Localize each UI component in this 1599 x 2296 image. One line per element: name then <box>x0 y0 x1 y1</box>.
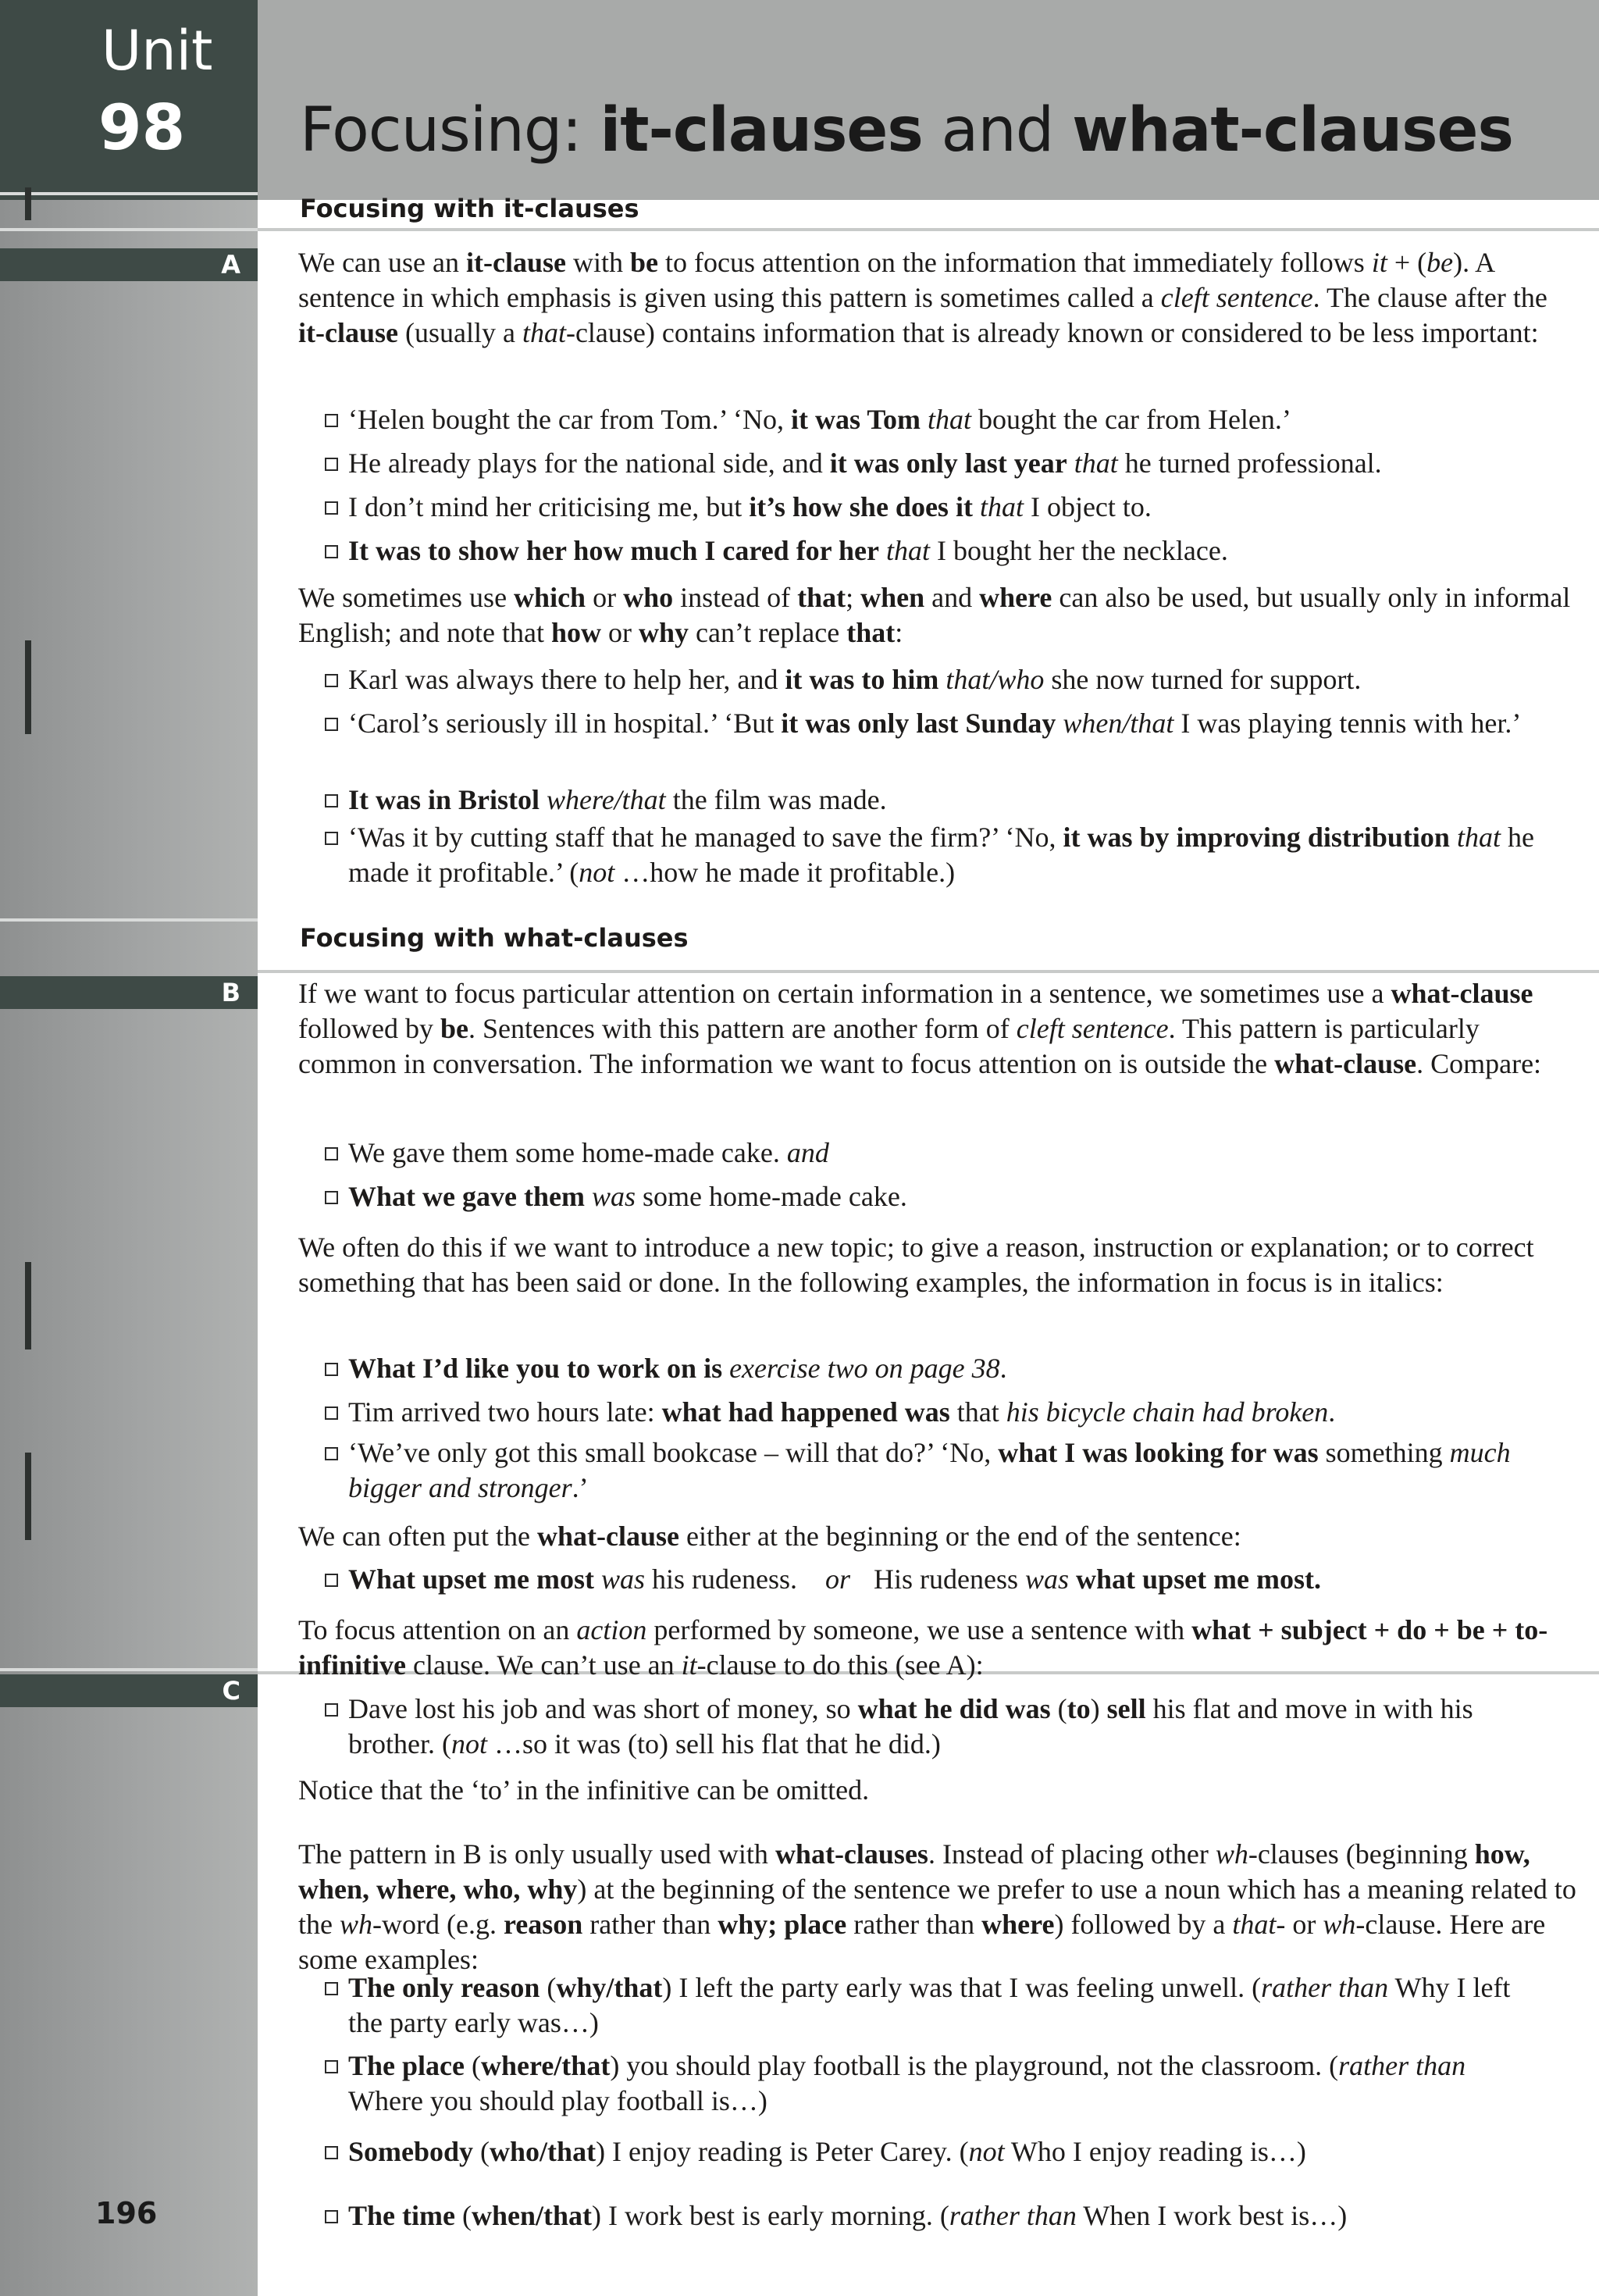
text-run: that <box>1232 1909 1277 1940</box>
text-run <box>879 535 886 566</box>
subheading-what-clauses: Focusing with what-clauses <box>300 923 689 953</box>
text-run: rather than <box>582 1909 718 1940</box>
text-run: his rudeness. <box>645 1563 797 1595</box>
text-run: exercise two on page 38 <box>729 1353 1000 1384</box>
text-run: what had happened was <box>661 1396 950 1428</box>
text-run: she now turned for support. <box>1044 664 1362 695</box>
example-item <box>348 402 1597 437</box>
text-run: It was in Bristol <box>348 784 540 815</box>
margin-mark <box>25 640 31 734</box>
text-run: either at the beginning or the end of the sentence: <box>678 1521 1241 1552</box>
text-run: - or <box>1276 1909 1323 1940</box>
text-run: -clause to do this (see A): <box>696 1649 984 1681</box>
text-run: to <box>1067 1693 1091 1724</box>
text-run <box>973 491 980 522</box>
text-run: .’ <box>572 1472 589 1503</box>
text-run <box>921 404 928 435</box>
text-run: who/that <box>490 2136 597 2167</box>
text-run: or <box>600 617 639 648</box>
example-item <box>348 662 1597 697</box>
text-run: performed by someone, we use a sentence with <box>646 1614 1192 1645</box>
text-run: where <box>981 1909 1055 1940</box>
checkbox-bullet-icon <box>325 718 338 731</box>
text-run <box>540 784 547 815</box>
text-run: rather than <box>1261 1972 1389 2003</box>
example-item <box>348 1692 1551 1762</box>
text-run <box>1450 822 1457 853</box>
section-b-paragraph <box>298 1519 1579 1554</box>
margin-mark <box>25 187 31 220</box>
text-run: be <box>1426 247 1454 278</box>
content-divider <box>258 228 1599 231</box>
text-run: We can use an <box>298 247 466 278</box>
text-run: . <box>1328 1396 1336 1428</box>
checkbox-bullet-icon <box>325 1982 338 1995</box>
text-run: ‘Was it by cutting staff that he managed to save the firm?’ ‘No, <box>348 822 1063 853</box>
text-run: What we gave them <box>348 1181 585 1212</box>
text-run <box>1069 1563 1076 1595</box>
text-run: Somebody <box>348 2136 474 2167</box>
text-run: what-clauses <box>775 1838 928 1870</box>
text-run: that <box>522 317 566 348</box>
text-run: (usually a <box>397 317 522 348</box>
text-run: he turned professional. <box>1117 447 1382 479</box>
text-run: The only reason <box>348 1972 540 2003</box>
text-run: was <box>591 1181 636 1212</box>
text-run: Why I left the party early was…) <box>348 1972 1511 2038</box>
text-run <box>594 1563 601 1595</box>
text-run: The place <box>348 2050 465 2081</box>
text-run: ). A sentence in which emphasis is given using this pattern is sometimes called a <box>298 247 1494 313</box>
text-run: -clause. Here are some examples: <box>298 1909 1546 1975</box>
text-run: Karl was always there to help her, and <box>348 664 785 695</box>
text-run: -clause) contains information that is already known or considered to be less important: <box>565 317 1539 348</box>
text-run: ) I left the party early was that I was feeling unwell. ( <box>662 1972 1262 2003</box>
text-run: when/that <box>471 2200 592 2231</box>
text-run: and <box>924 582 980 613</box>
section-label-c: C <box>0 1674 258 1707</box>
text-run: or <box>586 582 624 613</box>
section-b-paragraph: Notice that the ‘to’ in the infinitive can be omitted. <box>298 1774 870 1806</box>
text-run: it’s how she does it <box>749 491 973 522</box>
text-run: that <box>1074 447 1118 479</box>
text-run: what + subject + do + be + to-infinitive <box>298 1614 1548 1681</box>
example-item <box>348 1179 1597 1214</box>
text-run: to focus attention on the information that immediately follows <box>657 247 1372 278</box>
margin-mark <box>25 1262 31 1349</box>
text-run: the film was made. <box>665 784 887 815</box>
text-run: his bicycle chain had broken <box>1006 1396 1329 1428</box>
checkbox-bullet-icon <box>325 1447 338 1460</box>
example-item <box>348 706 1535 741</box>
text-run: ( <box>473 2136 490 2167</box>
text-run: ) <box>1090 1693 1107 1724</box>
text-run: can also be used, but usually only in informal English; and note that <box>298 582 1571 648</box>
text-run: Dave lost his job and was short of money, so <box>348 1693 858 1724</box>
text-run: that <box>797 582 846 613</box>
text-run: ; <box>846 582 861 613</box>
section-b-paragraph <box>298 976 1579 1082</box>
example-item <box>348 1395 1597 1430</box>
text-run: We can often put the <box>298 1521 537 1552</box>
text-run: ) I work best is early morning. ( <box>592 2200 949 2231</box>
text-run: it <box>1371 247 1387 278</box>
text-run: -word (e.g. <box>372 1909 504 1940</box>
example-item <box>348 783 1597 818</box>
text-run: where/that <box>481 2050 611 2081</box>
text-run: that <box>979 491 1024 522</box>
text-run: Who I enjoy reading is…) <box>1004 2136 1306 2167</box>
text-run: with <box>565 247 630 278</box>
text-run <box>585 1181 592 1212</box>
checkbox-bullet-icon <box>325 414 338 427</box>
example-item <box>348 2198 1597 2234</box>
text-run: cleft sentence <box>1160 282 1313 313</box>
unit-header <box>0 0 258 200</box>
text-run: his flat and move in with his brother. ( <box>348 1693 1473 1759</box>
page-number: 196 <box>95 2196 158 2230</box>
example-item <box>348 2134 1597 2169</box>
checkbox-bullet-icon <box>325 458 338 471</box>
text-run: clause. We can’t use an <box>406 1649 682 1681</box>
margin-mark <box>25 1453 31 1540</box>
section-label-a: A <box>0 248 258 281</box>
text-run: bought the car from Helen.’ <box>971 404 1291 435</box>
checkbox-bullet-icon <box>325 2146 338 2159</box>
text-run: What upset me most <box>348 1563 594 1595</box>
text-run: be <box>440 1013 468 1044</box>
text-run: instead of <box>673 582 798 613</box>
text-run: that <box>846 617 896 648</box>
checkbox-bullet-icon <box>325 1703 338 1717</box>
text-run: ‘Carol’s seriously ill in hospital.’ ‘But <box>348 708 782 739</box>
text-run: followed by <box>298 1013 440 1044</box>
text-run: . Instead of placing other <box>928 1838 1216 1870</box>
example-item <box>348 1562 1597 1597</box>
text-run: + ( <box>1387 247 1427 278</box>
section-b-paragraph: We often do this if we want to introduce a new topic; to give a reason, instruction or explanation; or to correct something that has been said or done. In the following examples, the information in focus is in italics: <box>298 1232 1534 1298</box>
text-run: ( <box>465 2050 481 2081</box>
section-c-paragraph <box>298 1837 1579 1977</box>
text-run: The time <box>348 2200 455 2231</box>
text-run: We sometimes use <box>298 582 515 613</box>
text-run <box>938 664 946 695</box>
text-run: -clauses (beginning <box>1248 1838 1475 1870</box>
text-run: it-clause <box>466 247 566 278</box>
text-run: can’t replace <box>689 617 847 648</box>
text-run: rather than <box>1338 2050 1466 2081</box>
checkbox-bullet-icon <box>325 545 338 558</box>
text-run: why <box>638 617 689 648</box>
sidebar-divider <box>0 192 258 195</box>
text-run: wh <box>339 1909 372 1940</box>
text-run: I don’t mind her criticising me, but <box>348 491 750 522</box>
text-run: sell <box>1106 1693 1146 1724</box>
text-run: that/who <box>946 664 1045 695</box>
text-run: it was Tom <box>790 404 921 435</box>
example-item <box>348 446 1597 481</box>
text-run: . This pattern is particularly common in conversation. The information we want to focus attention on is outside the <box>298 1013 1480 1079</box>
text-run: We gave them some home-made cake. <box>348 1137 787 1168</box>
section-label-b: B <box>0 976 258 1009</box>
text-run: it was by improving distribution <box>1063 822 1450 853</box>
text-run: what-clause <box>536 1521 679 1552</box>
text-run: . Compare: <box>1416 1048 1542 1079</box>
text-run: I object to. <box>1023 491 1152 522</box>
sidebar-divider <box>0 1668 258 1671</box>
example-item <box>348 533 1597 569</box>
sidebar-divider <box>0 918 258 922</box>
text-run: not <box>579 857 615 888</box>
text-run: that <box>1456 822 1501 853</box>
text-run: To focus attention on an <box>298 1614 577 1645</box>
text-run: ) you should play football is the playground, not the classroom. ( <box>610 2050 1339 2081</box>
text-run: be <box>629 247 658 278</box>
text-run: it was only last year <box>829 447 1067 479</box>
unit-label: Unit <box>101 19 213 83</box>
text-run: Where you should play football is…) <box>348 2085 767 2116</box>
text-run: : <box>895 617 903 648</box>
text-run: what upset me most. <box>1076 1563 1322 1595</box>
checkbox-bullet-icon <box>325 2210 338 2223</box>
text-run: what I was looking for was <box>998 1437 1319 1468</box>
text-run: or <box>825 1563 851 1595</box>
text-run: ‘Helen bought the car from Tom.’ ‘No, <box>348 404 791 435</box>
text-run: that <box>886 535 931 566</box>
section-b-paragraph <box>298 1613 1579 1683</box>
example-item <box>348 1351 1597 1386</box>
text-run <box>722 1353 729 1384</box>
unit-number: 98 <box>98 91 186 164</box>
text-run: If we want to focus particular attention on certain information in a sentence, we sometimes use a <box>298 978 1391 1009</box>
text-run: that <box>928 404 972 435</box>
text-run: wh <box>1323 1909 1356 1940</box>
example-item <box>348 1435 1535 1506</box>
text-run: The pattern in B is only usually used with <box>298 1838 775 1870</box>
text-run: when/that <box>1063 708 1174 739</box>
text-run: what-clause <box>1274 1048 1417 1079</box>
checkbox-bullet-icon <box>325 1363 338 1376</box>
text-run: I was playing tennis with her.’ <box>1173 708 1522 739</box>
checkbox-bullet-icon <box>325 1574 338 1587</box>
text-run <box>1067 447 1074 479</box>
text-run: that <box>949 1396 1006 1428</box>
checkbox-bullet-icon <box>325 1147 338 1160</box>
text-run: wh <box>1215 1838 1248 1870</box>
text-run: action <box>576 1614 647 1645</box>
text-run: I bought her the necklace. <box>930 535 1228 566</box>
text-run: where/that <box>547 784 666 815</box>
text-run: . The clause after the <box>1312 282 1547 313</box>
text-run: . Sentences with this pattern are another form of <box>468 1013 1017 1044</box>
text-run: what-clause <box>1391 978 1533 1009</box>
example-item <box>348 2048 1535 2119</box>
text-run: not <box>450 1728 487 1759</box>
example-item <box>348 490 1597 525</box>
text-run: where <box>979 582 1052 613</box>
content-divider <box>258 970 1599 973</box>
checkbox-bullet-icon <box>325 794 338 808</box>
text-run: which <box>514 582 586 613</box>
text-run: ) followed by a <box>1054 1909 1233 1940</box>
text-run: much bigger and stronger <box>348 1437 1511 1503</box>
text-run: ( <box>454 2200 472 2231</box>
text-run: and <box>786 1137 829 1168</box>
text-run: When I work best is…) <box>1076 2200 1348 2231</box>
text-run: ( <box>1050 1693 1067 1724</box>
text-run: rather than <box>846 1909 982 1940</box>
text-run: he made it profitable.’ ( <box>348 822 1534 888</box>
checkbox-bullet-icon <box>325 1406 338 1420</box>
checkbox-bullet-icon <box>325 501 338 515</box>
text-run: What I’d like you to work on is <box>348 1353 723 1384</box>
checkbox-bullet-icon <box>325 1191 338 1204</box>
text-run: Tim arrived two hours late: <box>348 1396 662 1428</box>
sidebar-divider <box>0 228 258 231</box>
text-run: why; place <box>718 1909 847 1940</box>
text-run: when <box>860 582 925 613</box>
text-run: what he did was <box>857 1693 1051 1724</box>
text-run: how, when, where, who, why <box>298 1838 1530 1905</box>
text-run: He already plays for the national side, and <box>348 447 830 479</box>
text-run: It was to show her how much I cared for her <box>348 535 879 566</box>
text-run: something <box>1318 1437 1450 1468</box>
text-run: ‘We’ve only got this small bookcase – will that do?’ ‘No, <box>348 1437 999 1468</box>
example-item <box>348 1136 1597 1171</box>
checkbox-bullet-icon <box>325 2060 338 2073</box>
text-run: not <box>968 2136 1005 2167</box>
text-run: was <box>1025 1563 1070 1595</box>
section-a-paragraph <box>298 245 1579 351</box>
text-run: ( <box>540 1972 557 2003</box>
text-run: how <box>550 617 601 648</box>
text-run: some home-made cake. <box>635 1181 907 1212</box>
text-run: rather than <box>949 2200 1077 2231</box>
text-run: it was only last Sunday <box>781 708 1056 739</box>
checkbox-bullet-icon <box>325 674 338 687</box>
text-run: cleft sentence <box>1016 1013 1169 1044</box>
text-run: it <box>681 1649 697 1681</box>
text-run: His rudeness <box>874 1563 1025 1595</box>
page-title: Focusing: it-clauses and what-clauses <box>300 95 1513 166</box>
example-item <box>348 820 1535 890</box>
sidebar <box>0 0 258 2296</box>
text-run: ) at the beginning of the sentence we prefer to use a noun which has a meaning related to the <box>298 1874 1576 1940</box>
example-item <box>348 1970 1535 2041</box>
text-run: …so it was (to) sell his flat that he did.) <box>486 1728 941 1759</box>
text-run: was <box>600 1563 646 1595</box>
text-run: who <box>623 582 674 613</box>
checkbox-bullet-icon <box>325 832 338 845</box>
text-run: …how he made it profitable.) <box>614 857 956 888</box>
text-run: reason <box>503 1909 583 1940</box>
text-run: it-clause <box>298 317 398 348</box>
text-run: why/that <box>556 1972 663 2003</box>
text-run: . <box>999 1353 1007 1384</box>
text-run: ) I enjoy reading is Peter Carey. ( <box>596 2136 969 2167</box>
text-run: it was to him <box>785 664 939 695</box>
subheading-it-clauses: Focusing with it-clauses <box>300 194 639 223</box>
section-a-paragraph <box>298 580 1579 651</box>
